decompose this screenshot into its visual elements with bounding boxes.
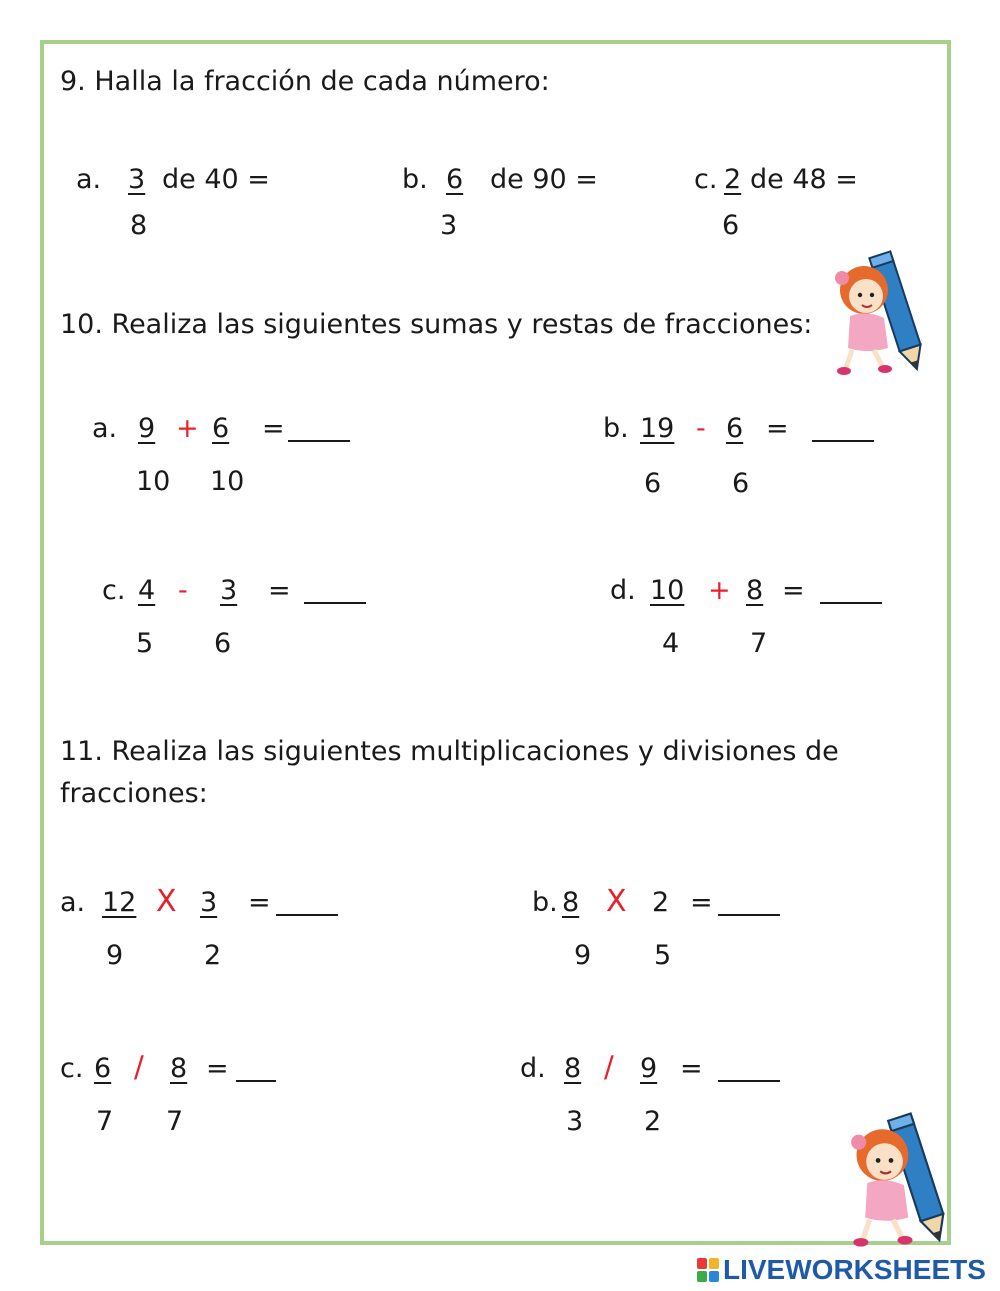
- q11c-operator: /: [134, 1050, 144, 1084]
- q11d-num1: 8: [564, 1053, 582, 1084]
- q9b-numerator: 6: [446, 164, 464, 195]
- q10a-den2: 10: [210, 466, 245, 497]
- q10d-den1: 4: [662, 628, 680, 659]
- q9-title: 9. Halla la fracción de cada número:: [60, 66, 550, 97]
- q11a-operator: X: [156, 884, 177, 919]
- girl-with-pencil-illustration-bottom: [826, 1112, 956, 1252]
- q11d-answer-blank[interactable]: [718, 1058, 780, 1082]
- q10b-num1: 19: [640, 413, 675, 444]
- q11b-den2: 5: [654, 940, 672, 971]
- q11b-num2: 2: [652, 887, 670, 918]
- q10d-num2: 8: [746, 575, 764, 606]
- q9a-numerator: 3: [128, 164, 146, 195]
- q11d-equals: =: [680, 1053, 703, 1084]
- q10c-equals: =: [268, 575, 291, 606]
- girl-with-pencil-illustration: [812, 250, 932, 380]
- q10b-den2: 6: [732, 468, 750, 499]
- q10b-den1: 6: [644, 468, 662, 499]
- q10b-label: b.: [603, 413, 629, 444]
- q10a-num2: 6: [212, 413, 230, 444]
- q10d-answer-blank[interactable]: [820, 580, 882, 604]
- q11c-den2: 7: [166, 1106, 184, 1137]
- q11d-den1: 3: [566, 1106, 584, 1137]
- q11c-num1: 6: [94, 1053, 112, 1084]
- q11a-den1: 9: [106, 940, 124, 971]
- q11a-num1: 12: [102, 887, 137, 918]
- q10d-operator: +: [708, 575, 731, 606]
- q10d-label: d.: [610, 575, 636, 606]
- q11c-den1: 7: [96, 1106, 114, 1137]
- q11a-equals: =: [248, 887, 271, 918]
- q10a-label: a.: [92, 413, 118, 444]
- q9c-denominator: 6: [722, 210, 740, 241]
- q11c-num2: 8: [170, 1053, 188, 1084]
- q10c-num1: 4: [138, 575, 156, 606]
- q10a-operator: +: [176, 413, 199, 444]
- q10c-operator: -: [178, 575, 188, 606]
- q9c-label: c.: [694, 164, 718, 195]
- q11-title-line1: 11. Realiza las siguientes multiplicaciones y divisiones de: [60, 736, 839, 767]
- q10c-label: c.: [102, 575, 126, 606]
- q9a-denominator: 8: [130, 210, 148, 241]
- q9b-denominator: 3: [440, 210, 458, 241]
- q11c-answer-blank[interactable]: [236, 1058, 276, 1082]
- q11d-den2: 2: [644, 1106, 662, 1137]
- q10c-den1: 5: [136, 628, 154, 659]
- q11b-operator: X: [606, 884, 627, 919]
- q11b-label: b.: [532, 887, 558, 918]
- q9a-label: a.: [76, 164, 102, 195]
- q10d-den2: 7: [750, 628, 768, 659]
- q10-title: 10. Realiza las siguientes sumas y restas de fracciones:: [60, 309, 813, 340]
- q10b-answer-blank[interactable]: [812, 418, 874, 442]
- q11a-den2: 2: [204, 940, 222, 971]
- q9b-label: b.: [402, 164, 428, 195]
- q9c-text: de 48 =: [750, 164, 858, 195]
- q11a-label: a.: [60, 887, 86, 918]
- q11a-num2: 3: [200, 887, 218, 918]
- q9a-text: de 40 =: [162, 164, 270, 195]
- q11c-label: c.: [60, 1053, 84, 1084]
- q11b-answer-blank[interactable]: [718, 892, 780, 916]
- q10b-operator: -: [696, 413, 706, 444]
- q10b-num2: 6: [726, 413, 744, 444]
- q11a-answer-blank[interactable]: [276, 892, 338, 916]
- q10b-equals: =: [766, 413, 789, 444]
- q10a-den1: 10: [136, 466, 171, 497]
- q10c-num2: 3: [220, 575, 238, 606]
- q10c-den2: 6: [214, 628, 232, 659]
- q10a-num1: 9: [138, 413, 156, 444]
- q10c-answer-blank[interactable]: [304, 580, 366, 604]
- liveworksheets-logo: [697, 1254, 986, 1286]
- q11d-num2: 9: [640, 1053, 658, 1084]
- q10d-equals: =: [782, 575, 805, 606]
- q11d-label: d.: [520, 1053, 546, 1084]
- q11b-equals: =: [690, 887, 713, 918]
- logo-text: LIVEWORKSHEETS: [723, 1254, 986, 1285]
- q10d-num1: 10: [650, 575, 685, 606]
- q11c-equals: =: [206, 1053, 229, 1084]
- q11-title-line2: fracciones:: [60, 778, 208, 809]
- q9c-numerator: 2: [724, 164, 742, 195]
- q9b-text: de 90 =: [490, 164, 598, 195]
- logo-grid-icon: [697, 1258, 719, 1282]
- q11b-num1: 8: [562, 887, 580, 918]
- q10a-equals: =: [262, 413, 285, 444]
- q11d-operator: /: [604, 1050, 614, 1084]
- q11b-den1: 9: [574, 940, 592, 971]
- q10a-answer-blank[interactable]: [288, 418, 350, 442]
